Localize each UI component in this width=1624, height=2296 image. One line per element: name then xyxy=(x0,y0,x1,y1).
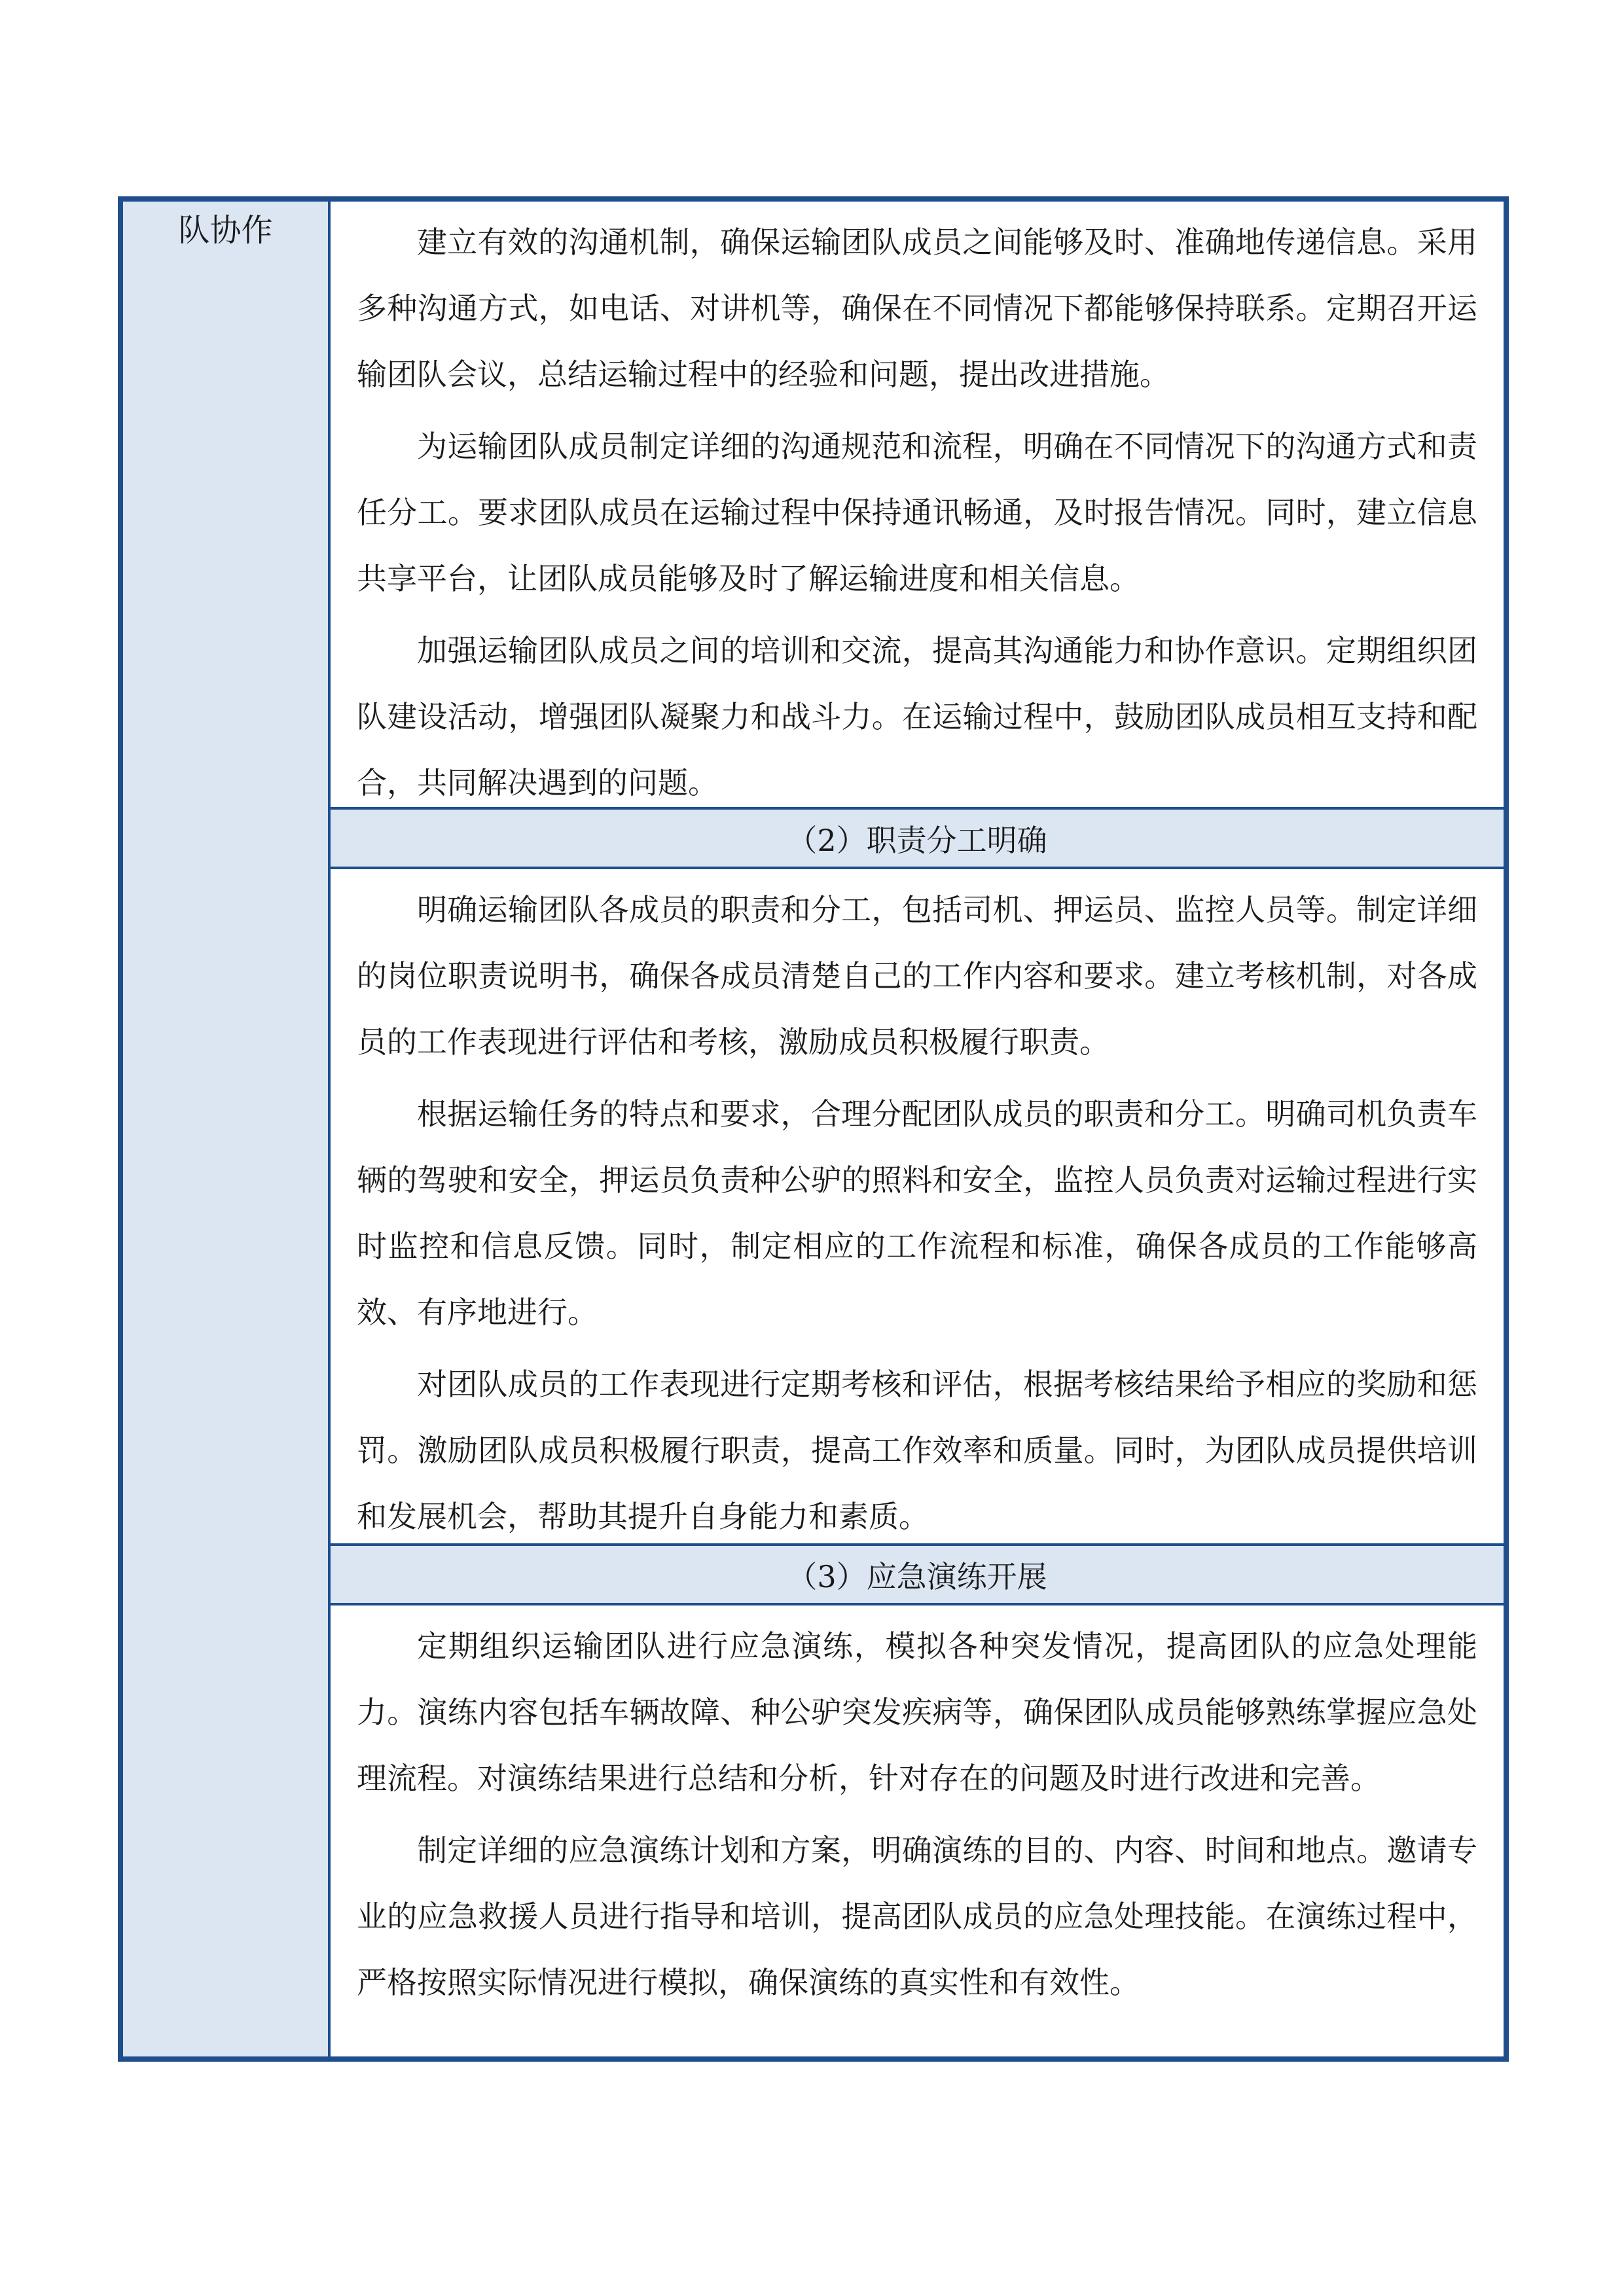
row-label: 队协作 xyxy=(178,212,273,249)
section-responsibilities-cell xyxy=(331,869,1504,1543)
paragraph: 加强运输团队成员之间的培训和交流，提高其沟通能力和协作意识。定期组织团队建设活动，增强团队凝聚力和战斗力。在运输过程中，鼓励团队成员相互支持和配合，共同解决遇到的问题。 xyxy=(357,633,1477,800)
paragraph: 根据运输任务的特点和要求，合理分配团队成员的职责和分工。明确司机负责车辆的驾驶和安全，押运员负责种公驴的照料和安全，监控人员负责对运输过程进行实时监控和信息反馈。同时，制定相应的工作流程和标准，确保各成员的工作能够高效、有序地进行。 xyxy=(357,1096,1477,1330)
paragraph: 制定详细的应急演练计划和方案，明确演练的目的、内容、时间和地点。邀请专业的应急救援人员进行指导和培训，提高团队成员的应急处理技能。在演练过程中，严格按照实际情况进行模拟，确保演练的真实性和有效性。 xyxy=(357,1833,1477,2000)
paragraph: 建立有效的沟通机制，确保运输团队成员之间能够及时、准确地传递信息。采用多种沟通方式，如电话、对讲机等，确保在不同情况下都能够保持联系。定期召开运输团队会议，总结运输过程中的经验和问题，提出改进措施。 xyxy=(357,224,1477,392)
paragraph: 明确运输团队各成员的职责和分工，包括司机、押运员、监控人员等。制定详细的岗位职责说明书，确保各成员清楚自己的工作内容和要求。建立考核机制，对各成员的工作表现进行评估和考核，激励成员积极履行职责。 xyxy=(357,892,1477,1060)
table-content-column xyxy=(331,202,1504,2056)
section-header-responsibilities: （2）职责分工明确 xyxy=(331,807,1504,869)
paragraph: 为运输团队成员制定详细的沟通规范和流程，明确在不同情况下的沟通方式和责任分工。要求团队成员在运输过程中保持通讯畅通，及时报告情况。同时，建立信息共享平台，让团队成员能够及时了解运输进度和相关信息。 xyxy=(357,429,1477,596)
paragraph: 定期组织运输团队进行应急演练，模拟各种突发情况，提高团队的应急处理能力。演练内容包括车辆故障、种公驴突发疾病等，确保团队成员能够熟练掌握应急处理流程。对演练结果进行总结和分析，针对存在的问题及时进行改进和完善。 xyxy=(357,1628,1477,1796)
section-communication-cell xyxy=(331,202,1504,807)
section-header-emergency-drill: （3）应急演练开展 xyxy=(331,1543,1504,1605)
content-table xyxy=(118,196,1509,2062)
section-emergency-drill-cell xyxy=(331,1605,1504,2056)
paragraph: 对团队成员的工作表现进行定期考核和评估，根据考核结果给予相应的奖励和惩罚。激励团队成员积极履行职责，提高工作效率和质量。同时，为团队成员提供培训和发展机会，帮助其提升自身能力和素质。 xyxy=(357,1367,1477,1534)
table-label-column xyxy=(123,202,331,2056)
